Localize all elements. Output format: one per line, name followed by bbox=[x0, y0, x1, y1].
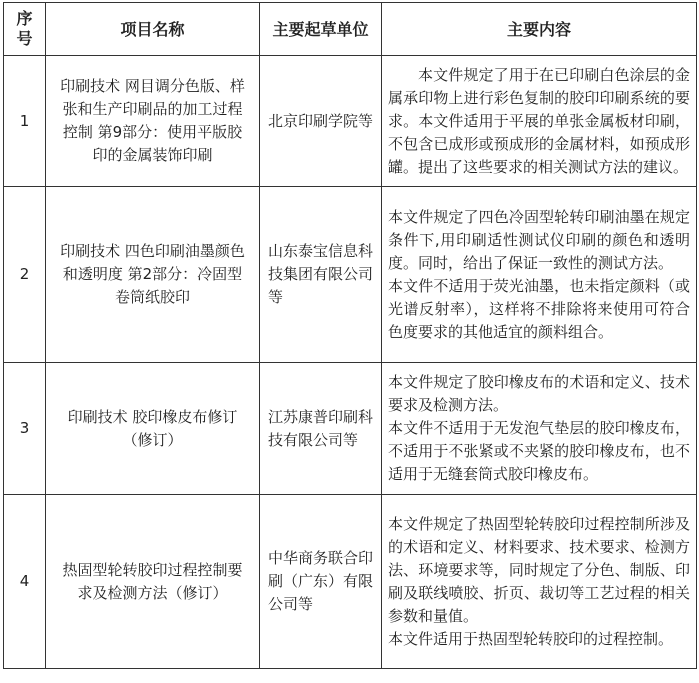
header-no: 序号 bbox=[4, 3, 46, 56]
drafting-unit: 中华商务联合印刷（广东）有限公司等 bbox=[260, 495, 382, 669]
row-number: 4 bbox=[4, 495, 46, 669]
main-content bbox=[382, 495, 697, 669]
project-name: 印刷技术 网目调分色版、样张和生产印刷品的加工过程控制 第9部分：使用平版胶印的金属装饰印刷 bbox=[46, 56, 260, 187]
header-drafting-unit: 主要起草单位 bbox=[260, 3, 382, 56]
content-paragraph: 本文件规定了胶印橡皮布的术语和定义、技术要求及检测方法。 bbox=[388, 373, 690, 414]
drafting-unit: 北京印刷学院等 bbox=[260, 56, 382, 187]
table-header-row bbox=[4, 3, 697, 56]
content-paragraph: 本文件规定了热固型轮转胶印过程控制所涉及的术语和定义、材料要求、技术要求、检测方法、环境要求等，同时规定了分色、制版、印刷及联线喷胶、折页、裁切等工艺过程的相关参数和量值。 bbox=[388, 514, 690, 625]
row-number: 2 bbox=[4, 187, 46, 363]
project-name: 热固型轮转胶印过程控制要求及检测方法（修订） bbox=[46, 495, 260, 669]
content-paragraph: 本文件不适用于无发泡气垫层的胶印橡皮布，不适用于不张紧或不夹紧的胶印橡皮布，也不适用于无缝套筒式胶印橡皮布。 bbox=[388, 419, 690, 483]
project-name: 印刷技术 胶印橡皮布修订（修订） bbox=[46, 363, 260, 495]
table-row bbox=[4, 363, 697, 495]
main-content bbox=[382, 187, 697, 363]
main-content bbox=[382, 363, 697, 495]
main-content bbox=[382, 56, 697, 187]
content-paragraph: 本文件规定了用于在已印刷白色涂层的金属承印物上进行彩色复制的胶印印刷系统的要求。本文件适用于平展的单张金属板材印刷，不包含已成形或预成形的金属材料，如预成形罐。提出了这些要求的相关测试方法的建议。 bbox=[388, 65, 690, 176]
drafting-unit: 山东泰宝信息科技集团有限公司等 bbox=[260, 187, 382, 363]
table-row bbox=[4, 56, 697, 187]
content-paragraph: 本文件不适用于荧光油墨，也未指定颜料（或光谱反射率），这样将不排除将来使用可符合色度要求的其他适宜的颜料组合。 bbox=[388, 276, 690, 341]
header-main-content: 主要内容 bbox=[382, 3, 697, 56]
row-number: 1 bbox=[4, 56, 46, 187]
content-paragraph: 本文件规定了四色冷固型轮转印刷油墨在规定条件下,用印刷适性测试仪印刷的颜色和透明度。同时，给出了保证一致性的测试方法。 bbox=[388, 207, 690, 272]
row-number: 3 bbox=[4, 363, 46, 495]
drafting-unit: 江苏康普印刷科技有限公司等 bbox=[260, 363, 382, 495]
content-paragraph: 本文件适用于热固型轮转胶印的过程控制。 bbox=[388, 629, 674, 648]
table-row bbox=[4, 495, 697, 669]
header-project-name: 项目名称 bbox=[46, 3, 260, 56]
table-row bbox=[4, 187, 697, 363]
standards-table bbox=[3, 2, 697, 669]
project-name: 印刷技术 四色印刷油墨颜色和透明度 第2部分：冷固型卷筒纸胶印 bbox=[46, 187, 260, 363]
